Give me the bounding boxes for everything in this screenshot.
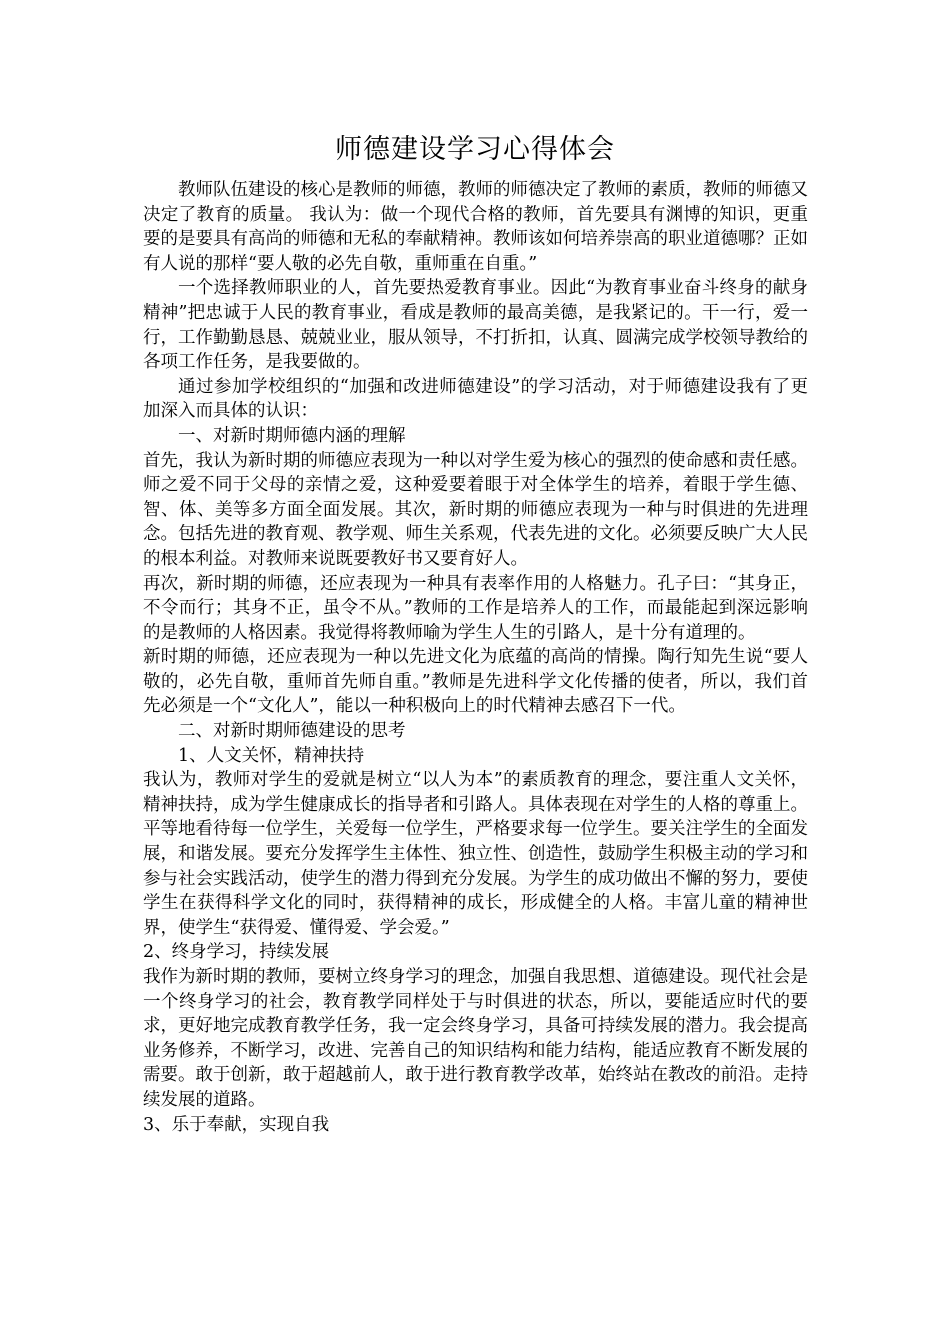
paragraph-second-point: 再次，新时期的师德，还应表现为一种具有表率作用的人格魅力。孔子曰：“其身正，不令而行；其身不正，虽令不从。”教师的工作是培养人的工作，而最能起到深远影响的是教师的人格因素。我觉得将教师喻为学生人生的引路人，是十分有道理的。 — [143, 573, 808, 643]
paragraph-third-point: 新时期的师德，还应表现为一种以先进文化为底蕴的高尚的情操。陶行知先生说“要人敬的，必先自敬，重师首先师自重。”教师是先进科学文化传播的使者，所以，我们首先必须是一个“文化人”，能以一种积极向上的时代精神去感召下一代。 — [143, 647, 808, 717]
paragraph-intro: 教师队伍建设的核心是教师的师德，教师的师德决定了教师的素质，教师的师德又决定了教育的质量。 我认为：做一个现代合格的教师，首先要具有渊博的知识，更重要的是要具有高尚的师德和无私的奉献精神。教师该如何培养崇高的职业道德哪？正如有人说的那样“要人敬的必先自敬，重师重在自重。” — [143, 180, 808, 274]
subheading-2: 2、终身学习，持续发展 — [143, 942, 330, 963]
subheading-3: 3、乐于奉献，实现自我 — [143, 1114, 330, 1135]
subheading-1: 1、人文关怀，精神扶持 — [178, 745, 365, 766]
paragraph-career-love: 一个选择教师职业的人，首先要热爱教育事业。因此“为教育事业奋斗终身的献身精神”把忠诚于人民的教育事业，看成是教师的最高美德，是我紧记的。干一行，爱一行，工作勤勤恳恳、兢兢业业，服从领导，不打折扣，认真、圆满完成学校领导教给的各项工作任务，是我要做的。 — [143, 278, 808, 373]
section-heading-2: 二、对新时期师德建设的思考 — [178, 721, 406, 742]
paragraph-first-point: 首先，我认为新时期的师德应表现为一种以对学生爱为核心的强烈的使命感和责任感。师之爱不同于父母的亲情之爱，这种爱要着眼于对全体学生的培养，着眼于学生德、智、体、美等多方面全面发展。其次，新时期的师德应表现为一种与时俱进的先进理念。包括先进的教育观、教学观、师生关系观，代表先进的文化。必须要反映广大人民的根本利益。对教师来说既要教好书又要育好人。 — [143, 450, 808, 569]
section-heading-1: 一、对新时期师德内涵的理解 — [178, 425, 406, 446]
paragraph-study-activity: 通过参加学校组织的“加强和改进师德建设”的学习活动，对于师德建设我有了更加深入而具体的认识： — [143, 376, 808, 422]
document-title: 师德建设学习心得体会 — [335, 134, 615, 165]
paragraph-lifelong-learning: 我作为新时期的教师，要树立终身学习的理念，加强自我思想、道德建设。现代社会是一个终身学习的社会，教育教学同样处于与时俱进的状态，所以，要能适应时代的要求，更好地完成教育教学任务，我一定会终身学习，具备可持续发展的潜力。我会提高业务修养，不断学习，改进、完善自己的知识结构和能力结构，能适应教育不断发展的需要。敢于创新，敢于超越前人，敢于进行教育教学改革，始终站在教改的前沿。走持续发展的道路。 — [143, 967, 808, 1110]
paragraph-humanistic-care: 我认为，教师对学生的爱就是树立“以人为本”的素质教育的理念，要注重人文关怀，精神扶持，成为学生健康成长的指导者和引路人。具体表现在对学生的人格的尊重上。平等地看待每一位学生，关爱每一位学生，严格要求每一位学生。要关注学生的全面发展，和谐发展。要充分发挥学生主体性、独立性、创造性，鼓励学生积极主动的学习和参与社会实践活动，使学生的潜力得到充分发展。为学生的成功做出不懈的努力，要使学生在获得科学文化的同时，获得精神的成长，形成健全的人格。丰富儿童的精神世界，使学生“获得爱、懂得爱、学会爱。” — [143, 770, 808, 938]
document-body — [143, 178, 808, 1137]
